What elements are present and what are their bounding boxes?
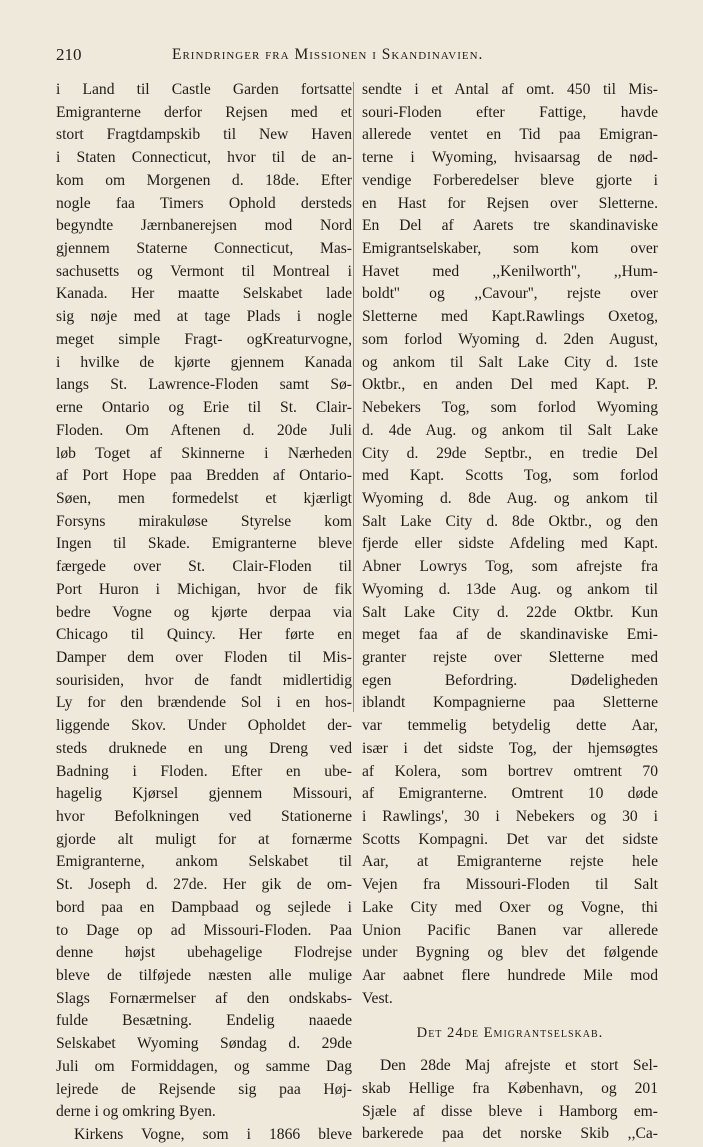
text-line: færgede over St. Clair-Floden til [56,558,352,576]
text-line: en Hast for Rejsen over Sletterne. [362,194,658,212]
text-line: Emigrantselskaber, som kom over [362,240,658,258]
text-line: bedre Vogne og kjørte derpaa via [56,603,352,621]
text-line: d. 4de Aug. og ankom til Salt Lake [362,421,658,439]
text-line: især i det sidste Tog, der hjemsøgtes [362,739,658,757]
text-line: gjennem Staterne Connecticut, Mas- [56,240,352,258]
text-line: Aar aabnet flere hundrede Mile mod [362,967,658,985]
text-line: bord paa en Dampbaad og sejlede i [56,898,352,916]
text-line: Aar, at Emigranterne rejste hele [362,853,658,871]
page-number: 210 [56,45,82,64]
text-line: steds druknede en ung Dreng ved [56,739,352,757]
text-line: Union Pacific Banen var allerede [362,921,658,939]
text-line: Vejen fra Missouri-Floden til Salt [362,876,658,894]
text-line: meget faa af de skandinaviske Emi- [362,626,658,644]
text-line: allerede ventet en Tid paa Emigran- [362,126,658,144]
text-line: af Port Hope paa Bredden af Ontario- [56,467,352,485]
text-line: i Staten Connecticut, hvor til de an- [56,149,352,167]
text-line: En Del af Aarets tre skandinaviske [362,217,658,235]
text-line: egen Befordring. Dødeligheden [362,671,658,689]
right-column-continuation [362,1055,658,1146]
text-line: Søen, men formedelst et kjærligt [56,489,352,507]
text-line: St. Joseph d. 27de. Her gik de om- [56,876,352,894]
text-line: Kanada. Her maatte Selskabet lade [56,285,352,303]
text-line: sendte i et Antal af omt. 450 til Mis- [362,81,658,98]
text-line: erne Ontario og Erie til St. Clair- [56,399,352,417]
text-line: liggende Skov. Under Opholdet der- [56,717,352,735]
text-line: Port Huron i Michigan, hvor de fik [56,580,352,598]
text-line: Havet med ,,Kenilworth'', ,,Hum- [362,262,658,280]
text-line: gjorde alt muligt for at fornærme [56,830,352,848]
text-line: Abner Lowrys Tog, som afrejste fra [362,558,658,576]
text-line: terne i Wyoming, hvisaarsag de nød- [362,149,658,167]
text-line: Forsyns mirakuløse Styrelse kom [56,512,352,530]
text-line: Ingen til Skade. Emigranterne bleve [56,535,352,553]
text-line: i hvilke de kjørte gjennem Kanada [56,353,352,371]
text-line: fjerde eller sidste Afdeling med Kapt. [362,535,658,553]
text-line: bleve de tilføjede næsten alle mulige [56,967,352,985]
text-line: Emigranterne derfor Rejsen med et [56,103,352,121]
text-line: Chicago til Quincy. Her førte en [56,626,352,644]
section-heading: Det 24de Emigrantselskab. [416,1025,604,1042]
text-line: Ly for den brændende Sol i en hos- [56,694,352,712]
text-line: sachusetts og Vermont til Montreal i [56,262,352,280]
text-line: City d. 29de Septbr., en tredie Del [362,444,658,462]
text-line: derne i og omkring Byen. [56,1103,216,1121]
text-line: af Emigranterne. Omtrent 10 døde [362,785,658,803]
column-divider [353,82,354,712]
left-column [56,79,352,1147]
text-line: granter rejste over Sletterne med [362,648,658,666]
text-line: Den 28de Maj afrejste et stort Sel- [380,1057,658,1075]
text-line: som forlod Wyoming d. 2den August, [362,330,658,348]
right-column-text [362,79,658,1010]
text-line: sourisiden, hvor de fandt midlertidig [56,671,352,689]
text-line: under Bygning og blev det følgende [362,944,658,962]
text-line: Juli om Formiddagen, og samme Dag [56,1057,352,1075]
text-line: Wyoming d. 13de Aug. og ankom til [362,580,658,598]
text-line: Vest. [362,989,393,1007]
text-line: Nebekers Tog, som forlod Wyoming [362,399,658,417]
text-line: Oktbr., en anden Del med Kapt. P. [362,376,658,394]
text-line: Salt Lake City d. 22de Oktbr. Kun [362,603,658,621]
text-line: Wyoming d. 8de Aug. og ankom til [362,489,658,507]
text-line: Floden. Om Aftenen d. 20de Juli [56,421,352,439]
text-line: iblandt Kompagnierne paa Sletterne [362,694,658,712]
running-head: Erindringer fra Missionen i Skandinavien. [172,46,484,63]
text-line: og ankom til Salt Lake City d. 1ste [362,353,658,371]
text-line: kom om Morgenen d. 18de. Efter [56,171,352,189]
text-line: med Kapt. Scotts Tog, som forlod [362,467,658,485]
text-line: Sletterne med Kapt.Rawlings Oxetog, [362,308,658,326]
text-line: sig nøje med at tage Plads i nogle [56,308,352,326]
text-line: Sjæle af disse bleve i Hamborg em- [362,1102,658,1120]
text-line: Kirkens Vogne, som i 1866 bleve [74,1126,352,1144]
text-line: to Dage op ad Missouri-Floden. Paa [56,921,352,939]
page-header [52,42,662,66]
text-line: var temmelig betydelig dette Aar, [362,717,658,735]
text-line: langs St. Lawrence-Floden samt Sø- [56,376,352,394]
text-line: stort Fragtdampskib til New Haven [56,126,352,144]
text-line: nogle faa Timers Ophold dersteds [56,194,352,212]
text-line: skab Hellige fra København, og 201 [362,1079,658,1097]
text-line: souri-Floden efter Fattige, havde [362,103,658,121]
text-line: Scotts Kompagni. Det var det sidste [362,830,658,848]
text-line: begyndte Jærnbanerejsen mod Nord [56,217,352,235]
text-line: vendige Forberedelser bleve gjorte i [362,171,658,189]
text-line: i Land til Castle Garden fortsatte [56,81,352,98]
text-line: løb Toget af Skinnerne i Nærheden [56,444,352,462]
text-line: hagelig Kjørsel gjennem Missouri, [56,785,352,803]
text-line: fulde Besætning. Endelig naaede [56,1012,352,1030]
text-line: i Rawlings', 30 i Nebekers og 30 i [362,808,658,825]
text-line: lejrede de Rejsende sig paa Høj- [56,1080,352,1098]
text-line: Slags Fornærmelser af den ondskabs- [56,989,352,1007]
text-line: Salt Lake City d. 8de Oktbr., og den [362,512,658,530]
text-line: barkerede paa det norske Skib ,,Ca- [362,1125,658,1143]
right-column [362,79,658,1146]
text-line: Lake City med Oxer og Vogne, thi [362,898,658,916]
text-line: hvor Befolkningen ved Stationerne [56,808,352,825]
text-line: Badning i Floden. Efter en ube- [56,762,352,780]
text-line: Selskabet Wyoming Søndag d. 29de [56,1035,352,1053]
text-line: meget simple Fragt- ogKreaturvogne, [56,330,352,348]
text-line: Damper dem over Floden til Mis- [56,648,352,666]
text-line: denne højst ubehagelige Flodrejse [56,944,352,962]
text-line: boldt'' og ,,Cavour'', rejste over [362,285,658,303]
text-line: Emigranterne, ankom Selskabet til [56,853,352,871]
text-line: af Kolera, som bortrev omtrent 70 [362,762,658,780]
